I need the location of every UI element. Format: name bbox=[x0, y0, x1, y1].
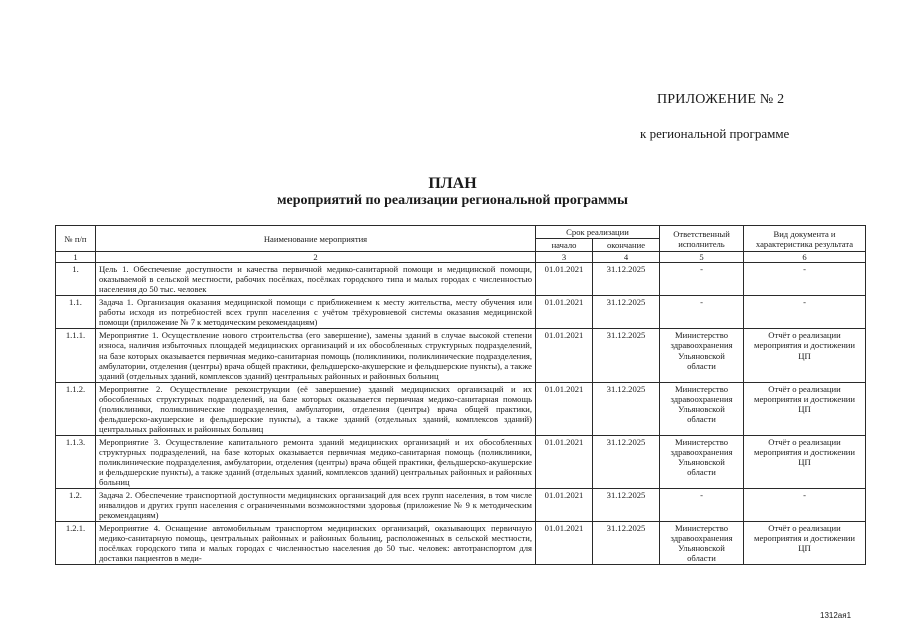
header-start: начало bbox=[536, 239, 593, 252]
plan-table bbox=[55, 225, 866, 565]
row-document: Отчёт о реализации мероприятия и достижении ЦП bbox=[744, 435, 866, 488]
row-end: 31.12.2025 bbox=[593, 382, 660, 435]
row-start: 01.01.2021 bbox=[536, 263, 593, 296]
row-start: 01.01.2021 bbox=[536, 489, 593, 522]
header-end: окончание bbox=[593, 239, 660, 252]
column-index: 6 bbox=[744, 252, 866, 263]
row-end: 31.12.2025 bbox=[593, 522, 660, 565]
row-name: Задача 1. Организация оказания медицинской помощи с приближением к месту жительства, месту обучения или работы исходя из потребностей всех групп населения с учётом трёхуровневой системы оказания медицинской помощи (приложение № 7 к методическим рекомендациям) bbox=[96, 296, 536, 329]
row-number: 1. bbox=[56, 263, 96, 296]
header-num: № п/п bbox=[56, 226, 96, 252]
table-row bbox=[56, 382, 866, 435]
row-number: 1.1.1. bbox=[56, 329, 96, 382]
document-stamp: 1312ая1 bbox=[820, 611, 852, 620]
row-name: Мероприятие 4. Оснащение автомобильным транспортом медицинских организаций, оказывающих первичную медико-санитарную помощь, центральных районных и районных больниц, расположенных в сельской местности, посёлках городского типа и малых городах с численностью населения до 50 тыс. человек: автотранспортом для доставки пациентов в меди- bbox=[96, 522, 536, 565]
row-start: 01.01.2021 bbox=[536, 522, 593, 565]
page-subtitle: мероприятий по реализации региональной программы bbox=[277, 193, 628, 208]
table-row bbox=[56, 263, 866, 296]
row-name: Мероприятие 2. Осуществление реконструкции (её завершение) зданий медицинских организаций и их обособленных структурных подразделений, на базе которых оказывается первичная медико-санитарная помощь (поликлиники, поликлинические подразделения, амбулатории, отделения (центры) врача общей практики, фельдшерско-акушерские и фельдшерские пункты), а также зданий (отдельных зданий, комплексов зданий) центральных районных и районных больниц bbox=[96, 382, 536, 435]
row-document: - bbox=[744, 263, 866, 296]
row-document: Отчёт о реализации мероприятия и достижении ЦП bbox=[744, 522, 866, 565]
row-end: 31.12.2025 bbox=[593, 489, 660, 522]
row-responsible: Министерство здравоохранения Ульяновской области bbox=[660, 522, 744, 565]
row-responsible: - bbox=[660, 489, 744, 522]
table-row bbox=[56, 435, 866, 488]
row-start: 01.01.2021 bbox=[536, 382, 593, 435]
row-number: 1.1. bbox=[56, 296, 96, 329]
row-start: 01.01.2021 bbox=[536, 435, 593, 488]
row-name: Мероприятие 1. Осуществление нового строительства (его завершение), замены зданий в случае высокой степени износа, наличия избыточных площадей медицинских организаций и их обособленных структурных подразделений, на базе которых оказывается первичная медико-санитарная помощь (поликлиники, поликлинические подразделения, амбулатории, отделения (центры) врача общей практики, фельдшерско-акушерские и фельдшерские пункты), а также зданий (отдельных зданий, комплексов зданий) центральных районных и районных больниц bbox=[96, 329, 536, 382]
column-index: 5 bbox=[660, 252, 744, 263]
table-row bbox=[56, 296, 866, 329]
row-end: 31.12.2025 bbox=[593, 296, 660, 329]
table-row bbox=[56, 522, 866, 565]
row-number: 1.2. bbox=[56, 489, 96, 522]
appendix-subtitle: к региональной программе bbox=[640, 126, 790, 141]
header-name: Наименование мероприятия bbox=[96, 226, 536, 252]
row-end: 31.12.2025 bbox=[593, 263, 660, 296]
row-end: 31.12.2025 bbox=[593, 435, 660, 488]
header-period: Срок реализации bbox=[536, 226, 660, 239]
row-responsible: - bbox=[660, 263, 744, 296]
row-document: - bbox=[744, 489, 866, 522]
column-index: 1 bbox=[56, 252, 96, 263]
appendix-label: ПРИЛОЖЕНИЕ № 2 bbox=[657, 92, 785, 107]
table-row bbox=[56, 329, 866, 382]
page-title: ПЛАН bbox=[428, 175, 477, 192]
row-number: 1.1.2. bbox=[56, 382, 96, 435]
row-responsible: - bbox=[660, 296, 744, 329]
column-index-row bbox=[56, 252, 866, 263]
row-document: Отчёт о реализации мероприятия и достижении ЦП bbox=[744, 382, 866, 435]
row-responsible: Министерство здравоохранения Ульяновской области bbox=[660, 329, 744, 382]
row-responsible: Министерство здравоохранения Ульяновской области bbox=[660, 382, 744, 435]
header-responsible: Ответственный исполнитель bbox=[660, 226, 744, 252]
column-index: 3 bbox=[536, 252, 593, 263]
row-name: Задача 2. Обеспечение транспортной доступности медицинских организаций для всех групп населения, в том числе инвалидов и других групп населения с ограниченными возможностями здоровья (приложение № 9 к методическим рекомендациям) bbox=[96, 489, 536, 522]
row-responsible: Министерство здравоохранения Ульяновской области bbox=[660, 435, 744, 488]
header-document: Вид документа и характеристика результата bbox=[744, 226, 866, 252]
row-document: Отчёт о реализации мероприятия и достижении ЦП bbox=[744, 329, 866, 382]
row-number: 1.1.3. bbox=[56, 435, 96, 488]
row-start: 01.01.2021 bbox=[536, 329, 593, 382]
column-index: 2 bbox=[96, 252, 536, 263]
table-row bbox=[56, 489, 866, 522]
row-document: - bbox=[744, 296, 866, 329]
row-start: 01.01.2021 bbox=[536, 296, 593, 329]
row-name: Цель 1. Обеспечение доступности и качества первичной медико-санитарной помощи и медицинской помощи, оказываемой в сельской местности, рабочих посёлках, посёлках городского типа и малых городах с численностью населения до 50 тыс. человек bbox=[96, 263, 536, 296]
column-index: 4 bbox=[593, 252, 660, 263]
row-end: 31.12.2025 bbox=[593, 329, 660, 382]
row-name: Мероприятие 3. Осуществление капитального ремонта зданий медицинских организаций и их обособленных структурных подразделений, на базе которых оказывается первичная медико-санитарная помощь (поликлиники, поликлинические подразделения, амбулатории, отделения (центры) врача общей практики, фельдшерско-акушерские и фельдшерские пункты), а также зданий (отдельных зданий, комплексов зданий) центральных районных и районных больниц bbox=[96, 435, 536, 488]
row-number: 1.2.1. bbox=[56, 522, 96, 565]
